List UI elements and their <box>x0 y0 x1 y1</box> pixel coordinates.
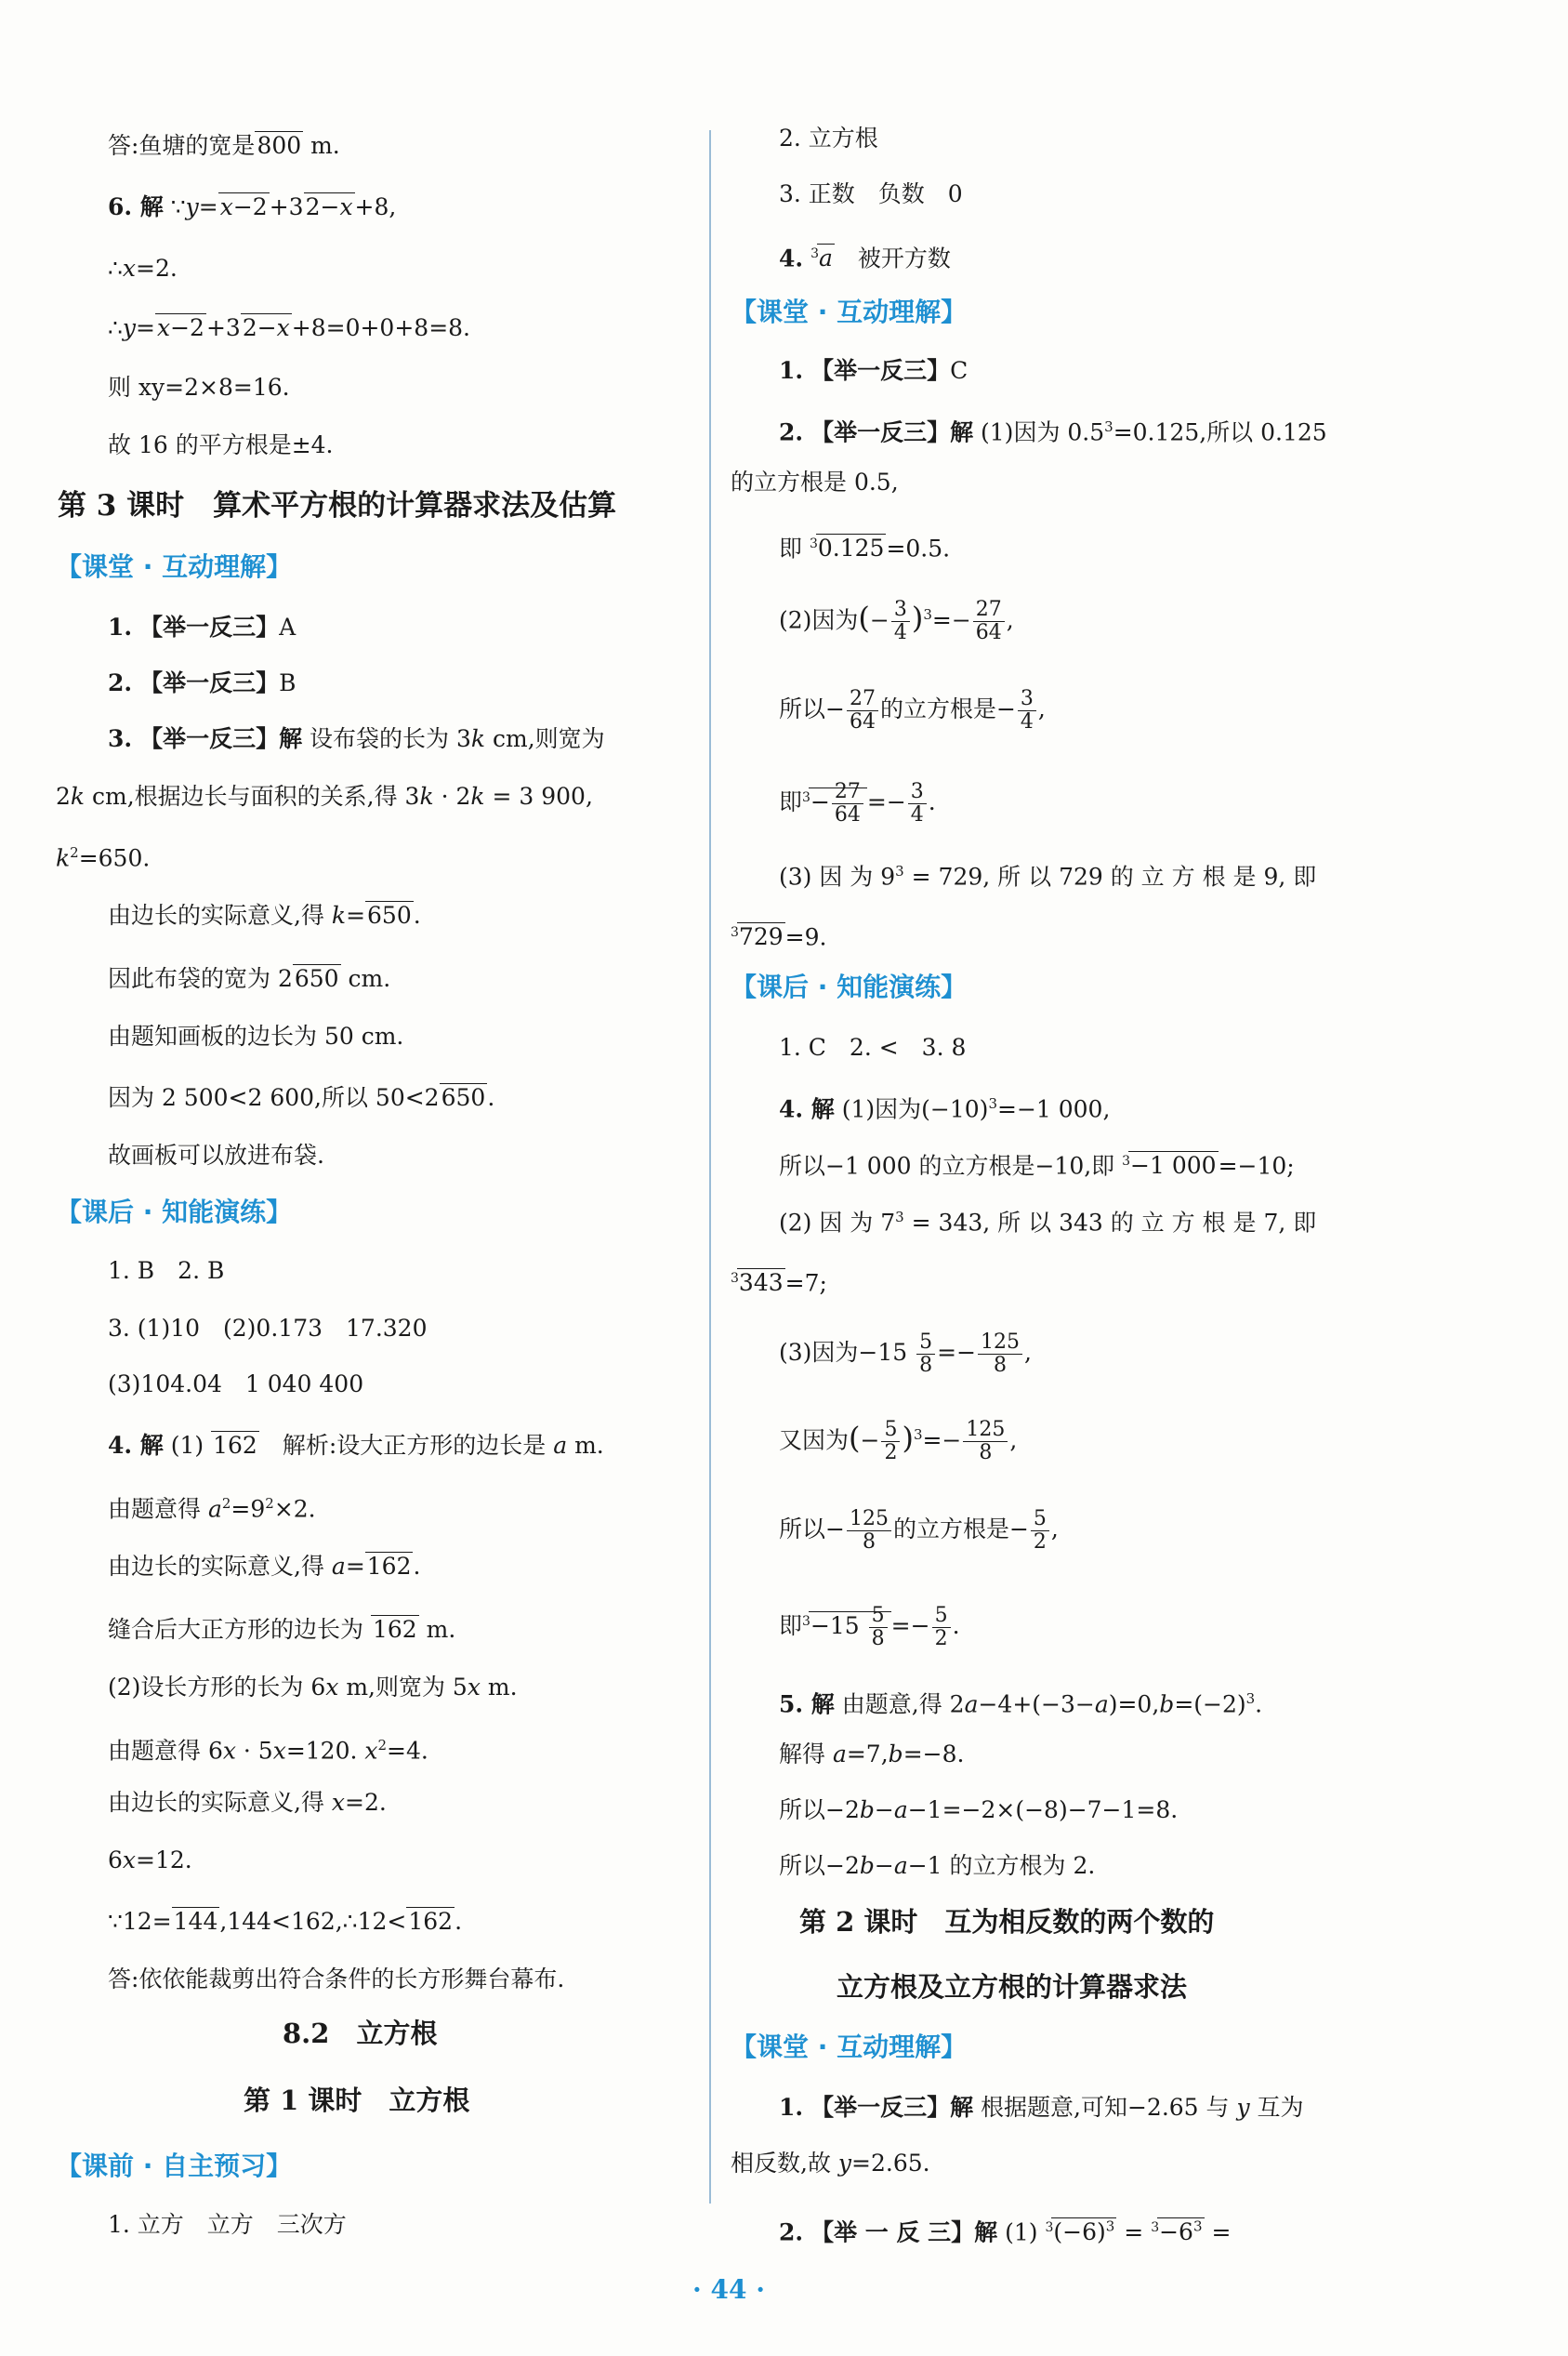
r-after-4-line7: 所以− $\frac{125}{8}$ 的立方根是− $\frac{5}{2}$ , <box>779 1507 1059 1554</box>
r-item2-line8: $^3$729=9. <box>731 923 827 951</box>
after-4-line4: 缝合后大正方形的边长为 162 m. <box>108 1616 456 1643</box>
r-after-5-line1: 5. 解 由题意,得 $2a-4+(-3-a)=0,b=(-2)^3$. <box>779 1690 1263 1718</box>
section-8-2-title: 8.2 立方根 <box>283 2018 438 2049</box>
r-item2-line1: 2. 【举一反三】解 (1)因为 $0.5^3=0.125$,所以 0.125 <box>779 418 1327 446</box>
r-item2-line2: 的立方根是 0.5, <box>731 469 899 496</box>
r-after-4-line8: 即$^3$−15 $\frac{5}{8}$ =− $\frac{5}{2}$ . <box>779 1604 960 1650</box>
item3-line7: 因为 2 500<2 600,所以 50<2650. <box>108 1084 495 1111</box>
r-after-5-line3: 所以−2b−a−1=−2×(−8)−7−1=8. <box>779 1796 1179 1823</box>
item3-line5: 因此布袋的宽为 2650 cm. <box>108 965 391 992</box>
pre-1: 1. 立方 立方 三次方 <box>108 2211 347 2238</box>
r-item2-line7: (3) 因 为 $9^3 = 729$, 所 以 729 的 立 方 根 是 9, 即 <box>779 863 1317 891</box>
answer-pond: 答:鱼塘的宽是800 m. <box>108 132 340 159</box>
lesson3-title: 第 3 课时 算术平方根的计算器求法及估算 <box>58 489 617 523</box>
after-4-line8: 6x=12. <box>108 1846 192 1873</box>
section-class-interactive-right: 【课堂 · 互动理解】 <box>731 297 968 327</box>
q6-line5: 故 16 的平方根是±4. <box>108 431 334 458</box>
r-item1: 1. 【举一反三】C <box>779 357 968 384</box>
q6-line1: 6. 解 ∵y=x−2+32−x+8, <box>108 193 397 220</box>
section-after-class: 【课后 · 知能演练】 <box>56 1197 293 1227</box>
after-4-line5: (2)设长方形的长为 6x m,则宽为 5x m. <box>108 1674 518 1701</box>
item3-line6: 由题知画板的边长为 50 cm. <box>108 1023 404 1050</box>
after-4-line6: 由题意得 6x · 5x=120. $x^2=4$. <box>108 1737 428 1765</box>
section-class-interactive: 【课堂 · 互动理解】 <box>56 551 293 582</box>
after-3b: (3)104.04 1 040 400 <box>108 1370 364 1397</box>
r-after-4-line2: 所以−1 000 的立方根是−10,即 $^3$−1 000=−10; <box>779 1152 1295 1180</box>
c2-item2-line1: 2. 【举 一 反 三】解 (1) $^3(-6)^3 = ^3-6^3$ = <box>779 2218 1232 2246</box>
item2: 2. 【举一反三】B <box>108 669 296 696</box>
lesson2-title-line1: 第 2 课时 互为相反数的两个数的 <box>799 1906 1215 1938</box>
after-3a: 3. (1)10 (2)0.173 17.320 <box>108 1315 428 1342</box>
item3-line1: 3. 【举一反三】解 设布袋的长为 3k cm,则宽为 <box>108 725 605 752</box>
column-divider <box>709 130 711 2204</box>
r-item2-line3: 即 $^3$0.125=0.5. <box>779 535 951 563</box>
r-after-4-line3: (2) 因 为 $7^3 = 343$, 所 以 343 的 立 方 根 是 7, 即 <box>779 1209 1317 1237</box>
page-number: · 44 · <box>692 2274 765 2305</box>
r-after-1-3: 1. C 2. < 3. 8 <box>779 1034 967 1061</box>
after-4-line9: ∵12=144,144<162,∴12<162. <box>108 1908 463 1935</box>
q6-line3: ∴y=x−2+32−x+8=0+0+8=8. <box>108 314 470 341</box>
section-before-class: 【课前 · 自主预习】 <box>56 2151 293 2181</box>
r-item2-line4: (2)因为(− $\frac{3}{4}$ )$^3$=− $\frac{27}{64}$ , <box>779 598 1014 645</box>
r-item2-line5: 所以− $\frac{27}{64}$ 的立方根是− $\frac{3}{4}$ , <box>779 687 1046 734</box>
after-4-line1: 4. 解 (1) 162 解析:设大正方形的边长是 a m. <box>108 1432 604 1459</box>
item3-line3: $k^2=650$. <box>56 844 151 872</box>
r-after-4-line4: $^3$343=7; <box>731 1269 827 1297</box>
item3-line2: 2k cm,根据边长与面积的关系,得 3k · 2k = 3 900, <box>56 783 593 810</box>
after-4-line10: 答:依依能裁剪出符合条件的长方形舞台幕布. <box>108 1966 565 1992</box>
r-after-4-line5: (3)因为−15 $\frac{5}{8}$ =− $\frac{125}{8}$ , <box>779 1330 1032 1377</box>
section-after-class-right: 【课后 · 知能演练】 <box>731 972 968 1002</box>
lesson2-title-line2: 立方根及立方根的计算器求法 <box>837 1971 1188 2003</box>
c2-item1-line1: 1. 【举一反三】解 根据题意,可知−2.65 与 y 互为 <box>779 2094 1304 2121</box>
q6-line4: 则 xy=2×8=16. <box>108 374 290 401</box>
pre-3: 3. 正数 负数 0 <box>779 180 963 207</box>
r-item2-line6: 即$^3$− $\frac{27}{64}$ =− $\frac{3}{4}$ . <box>779 780 936 827</box>
r-after-5-line2: 解得 a=7,b=−8. <box>779 1741 965 1767</box>
after-4-line2: 由题意得 $a^2=9^2\times 2$. <box>108 1495 316 1523</box>
after-4-line3: 由边长的实际意义,得 a=162. <box>108 1553 421 1580</box>
r-after-4-line1: 4. 解 (1)因为$(-10)^3=-1$ 000, <box>779 1095 1111 1123</box>
item3-line8: 故画板可以放进布袋. <box>108 1142 324 1169</box>
r-after-5-line4: 所以−2b−a−1 的立方根为 2. <box>779 1852 1096 1879</box>
item1: 1. 【举一反三】A <box>108 614 296 641</box>
item3-line4: 由边长的实际意义,得 k=650. <box>108 902 421 929</box>
pre-2: 2. 立方根 <box>779 125 878 152</box>
c2-item1-line2: 相反数,故 y=2.65. <box>731 2150 930 2177</box>
pre-4: 4. $^3$a 被开方数 <box>779 245 951 272</box>
lesson1-title: 第 1 课时 立方根 <box>244 2085 470 2116</box>
r-after-4-line6: 又因为(− $\frac{5}{2}$ )$^3$=− $\frac{125}{8}$ , <box>779 1418 1018 1465</box>
after-4-line7: 由边长的实际意义,得 x=2. <box>108 1789 387 1816</box>
section-class-interactive-right-2: 【课堂 · 互动理解】 <box>731 2032 968 2062</box>
after-1-2: 1. B 2. B <box>108 1257 225 1284</box>
q6-line2: ∴x=2. <box>108 255 178 282</box>
